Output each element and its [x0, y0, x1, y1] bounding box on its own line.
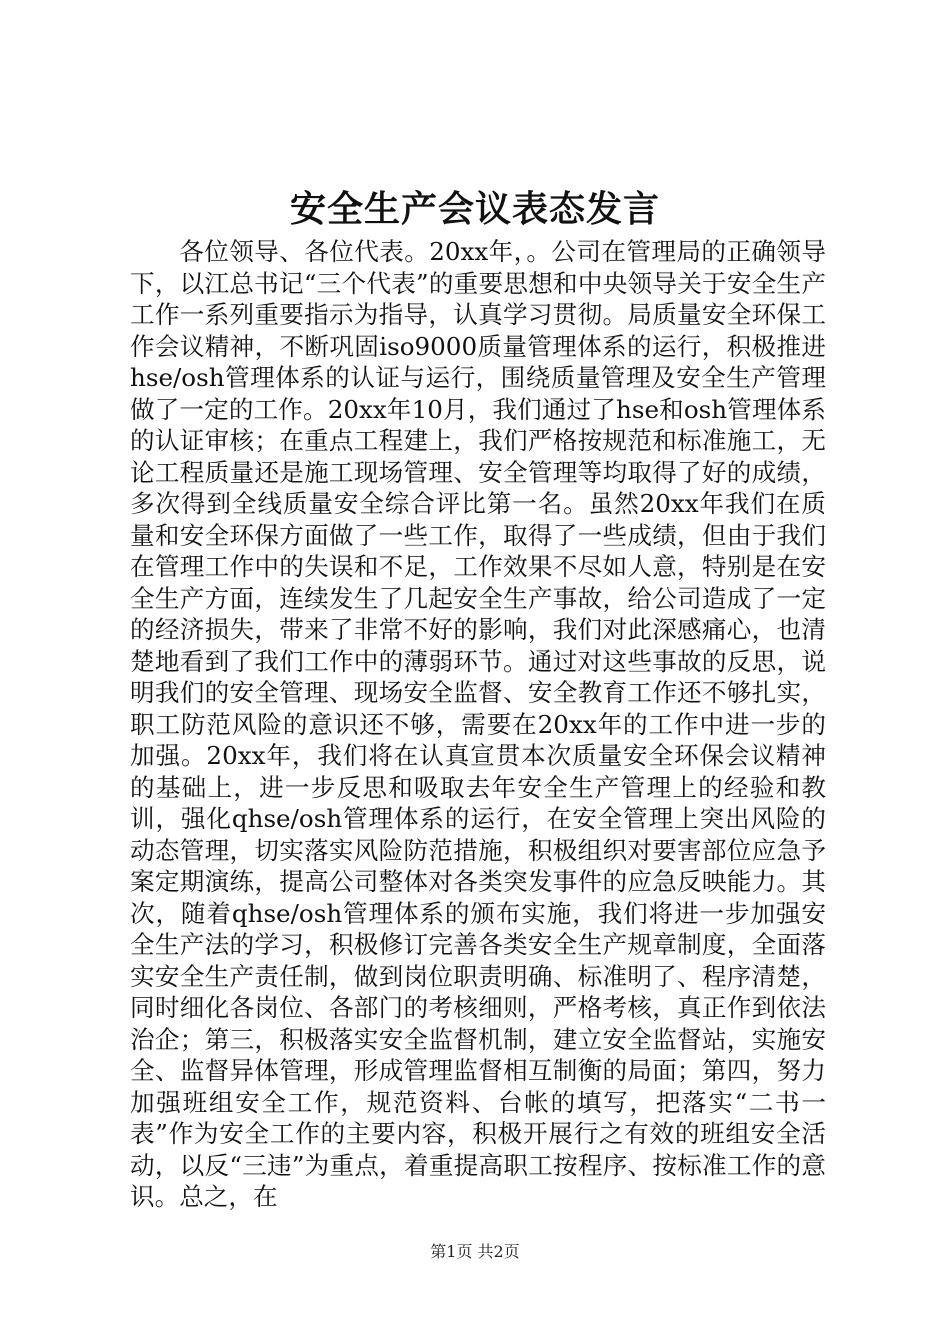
- document-title: 安全生产会议表态发言: [289, 188, 660, 230]
- page-number-footer: 第1页 共2页: [430, 1242, 520, 1261]
- document-body-paragraph: 各位领导、各位代表。20xx年，。公司在管理局的正确领导下，以江总书记“三个代表”的重要思想和中央领导关于安全生产工作一系列重要指示为指导，认真学习贯彻。局质量安全环保工作会议精神，不断巩固iso9000质量管理体系的运行，积极推进hse/osh管理体系的认证与运行，围绕质量管理及安全生产管理做了一定的工作。20xx年10月，我们通过了hse和osh管理体系的认证审核；在重点工程建上，我们严格按规范和标准施工，无论工程质量还是施工现场管理、安全管理等均取得了好的成绩，多次得到全线质量安全综合评比第一名。虽然20xx年我们在质量和安全环保方面做了一些工作，取得了一些成绩，但由于我们在管理工作中的失误和不足，工作效果不尽如人意，特别是在安全生产方面，连续发生了几起安全生产事故，给公司造成了一定的经济损失，带来了非常不好的影响，我们对此深感痛心，也清楚地看到了我们工作中的薄弱环节。通过对这些事故的反思，说明我们的安全管理、现场安全监督、安全教育工作还不够扎实，职工防范风险的意识还不够，需要在20xx年的工作中进一步的加强。20xx年，我们将在认真宣贯本次质量安全环保会议精神的基础上，进一步反思和吸取去年安全生产管理上的经验和教训，强化qhse/osh管理体系的运行，在安全管理上突出风险的动态管理，切实落实风险防范措施，积极组织对要害部位应急予案定期演练，提高公司整体对各类突发事件的应急反映能力。其次，随着qhse/osh管理体系的颁布实施，我们将进一步加强安全生产法的学习，积极修订完善各类安全生产规章制度，全面落实安全生产责任制，做到岗位职责明确、标准明了、程序清楚，同时细化各岗位、各部门的考核细则，严格考核，真正作到依法治企；第三，积极落实安全监督机制，建立安全监督站，实施安全、监督异体管理，形成管理监督相互制衡的局面；第四，努力加强班组安全工作，规范资料、台帐的填写，把落实“二书一表”作为安全工作的主要内容，积极开展行之有效的班组安全活动，以反“三违”为重点，着重提高职工按程序、按标准工作的意识。总之，在: [130, 237, 826, 1211]
